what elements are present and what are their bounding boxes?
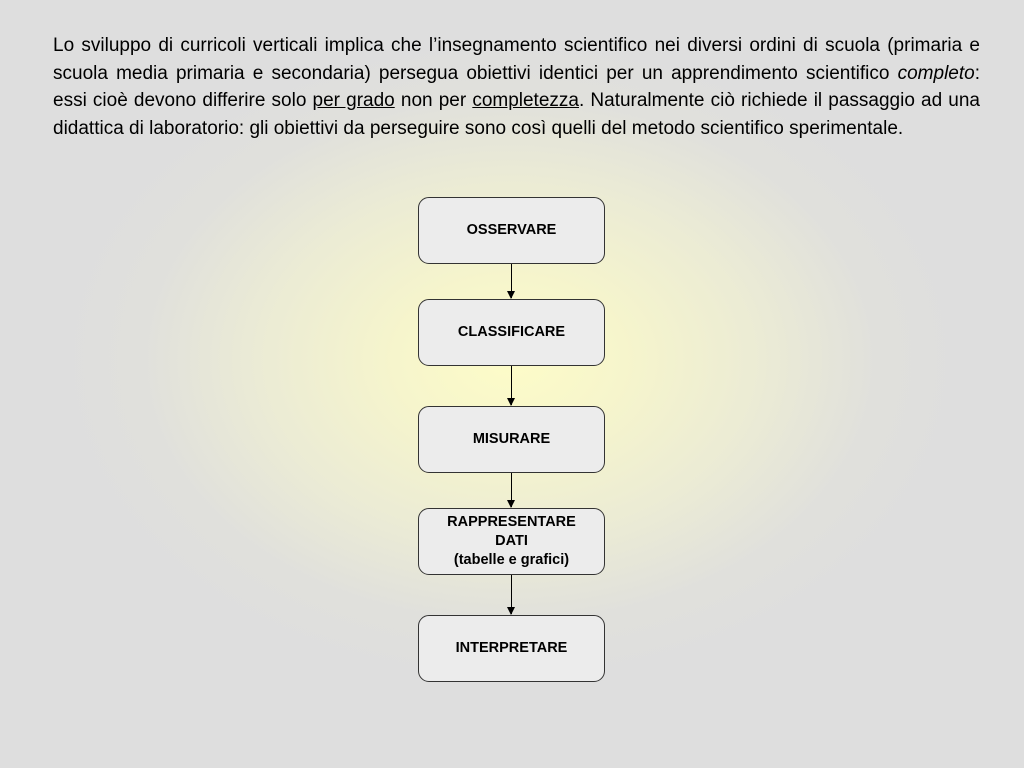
flow-step-misurare-label: MISURARE: [472, 431, 551, 447]
flow-step-rappresentare-line3: (tabelle e grafici): [453, 552, 570, 568]
flow-step-osservare-label: OSSERVARE: [466, 222, 557, 238]
flow-step-osservare: [418, 197, 605, 264]
flow-arrow-1: [511, 264, 512, 298]
flow-arrow-4: [511, 575, 512, 614]
intro-text-2: : essi cioè devono differire solo: [53, 62, 980, 111]
flow-step-interpretare-label: INTERPRETARE: [455, 640, 568, 656]
intro-underline-per-grado: per grado: [312, 90, 395, 111]
flow-arrow-2: [511, 366, 512, 405]
flow-step-misurare: [418, 406, 605, 473]
intro-text-1: Lo sviluppo di curricoli verticali implica che l’insegnamento scientifico nei diversi ordini di scuola (primaria e scuola media primaria e secondaria) persegua obiettivi identici per un apprendimento scientifico: [53, 35, 980, 84]
flow-step-classificare: [418, 299, 605, 366]
flow-step-classificare-label: CLASSIFICARE: [457, 324, 566, 340]
flow-arrow-3: [511, 473, 512, 507]
flow-step-rappresentare-dati: [418, 508, 605, 575]
flow-step-rappresentare-line1: RAPPRESENTARE: [447, 514, 576, 530]
intro-text-3: non per: [394, 90, 473, 111]
intro-underline-completezza: completezza: [472, 90, 579, 111]
intro-italic-completo: completo: [897, 62, 975, 84]
flow-step-rappresentare-line2: DATI: [495, 533, 528, 549]
flow-step-interpretare: [418, 615, 605, 682]
intro-paragraph: [53, 32, 980, 142]
intro-text-4: . Naturalmente ciò richiede il passaggio ad una didattica di laboratorio: gli obiettivi da perseguire sono così quelli del metodo scientifico sperimentale.: [53, 90, 980, 139]
